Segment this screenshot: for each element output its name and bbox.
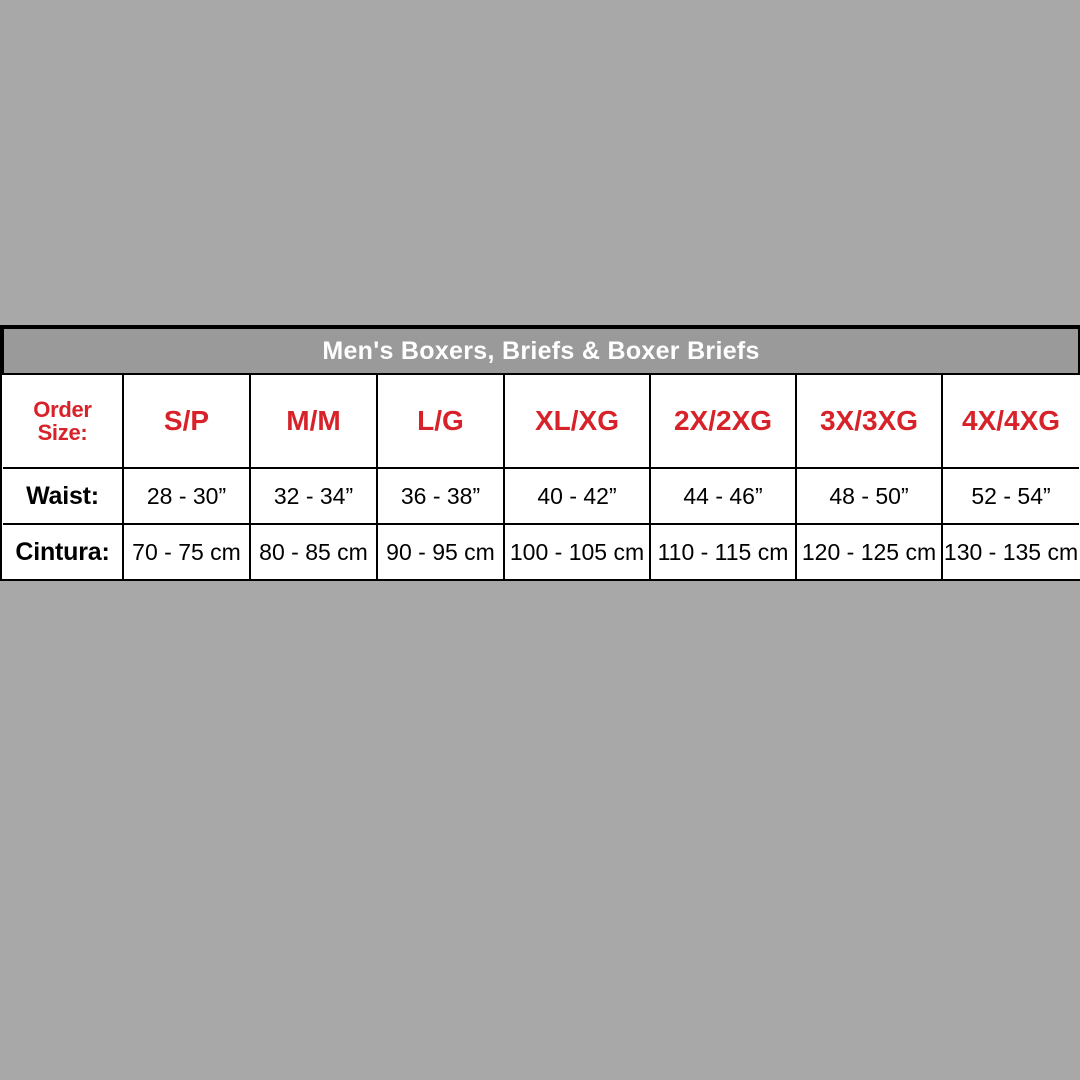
size-header-cell: 4X/4XG [942,374,1079,468]
table-cell: 110 - 115 cm [650,524,796,579]
table-cell: 36 - 38” [377,468,504,524]
order-size-label [3,374,123,468]
table-cell: 48 - 50” [796,468,942,524]
table-cell: 100 - 105 cm [504,524,650,579]
chart-title: Men's Boxers, Briefs & Boxer Briefs [3,328,1079,374]
size-header-cell: M/M [250,374,377,468]
table-cell: 120 - 125 cm [796,524,942,579]
order-size-label-line2: Size: [37,420,88,445]
row-label-waist: Waist: [3,468,123,524]
size-header-cell: 2X/2XG [650,374,796,468]
table-cell: 130 - 135 cm [942,524,1079,579]
table-cell: 28 - 30” [123,468,250,524]
table-row [3,468,1079,524]
chart-title-row [3,328,1079,374]
size-header-cell: L/G [377,374,504,468]
order-size-label-line1: Order [33,396,92,422]
size-chart-container [0,325,1080,581]
table-cell: 52 - 54” [942,468,1079,524]
size-header-cell: 3X/3XG [796,374,942,468]
table-row [3,524,1079,579]
size-header-cell: S/P [123,374,250,468]
table-cell: 90 - 95 cm [377,524,504,579]
size-header-row [3,374,1079,468]
size-header-cell: XL/XG [504,374,650,468]
size-chart-table [2,327,1080,579]
table-cell: 32 - 34” [250,468,377,524]
row-label-cintura: Cintura: [3,524,123,579]
table-cell: 44 - 46” [650,468,796,524]
table-cell: 40 - 42” [504,468,650,524]
table-cell: 70 - 75 cm [123,524,250,579]
table-cell: 80 - 85 cm [250,524,377,579]
